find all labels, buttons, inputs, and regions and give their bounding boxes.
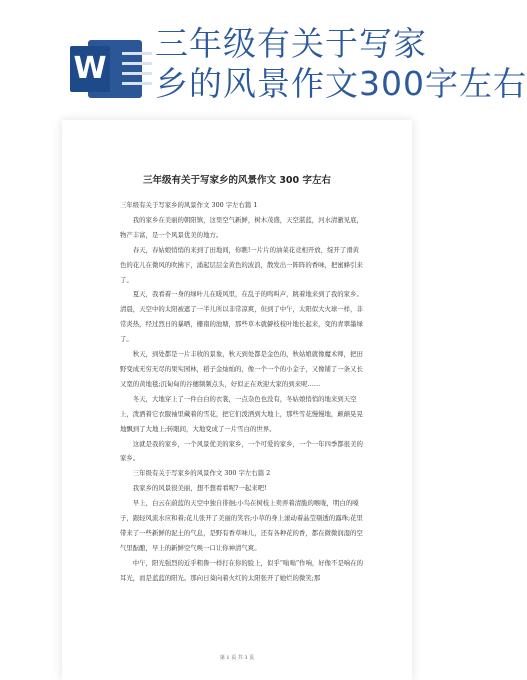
paragraph: 我的家乡在美丽的朝阳镇，这里空气新鲜，树木茂盛，天空湛蓝，河水清澈见底，物产丰富，是一个风景优美的地方。 <box>120 215 363 239</box>
section-heading: 三年级有关于写家乡的风景作文 300 字左右篇 1 <box>120 201 258 209</box>
word-icon-line <box>122 52 152 55</box>
page-number: 第 1 页 共 3 页 <box>219 655 255 661</box>
banner-title <box>155 24 527 104</box>
paragraph: 我家乡的风景很美丽，想不想看看呢?一起来吧! <box>132 484 267 493</box>
word-icon-line <box>122 72 152 75</box>
word-document-icon <box>70 38 142 100</box>
banner-title-line-2: 乡的风景作文300字左右 <box>155 64 527 103</box>
paragraph: 秋天，到处都是一片丰收的景象，秋天到处都是金色的，秋姑娘就像魔术师，把田野变成无穷无尽的果实园林，稻子金灿灿的，像一个一个的小金子，又像铺了一条又长又宽的黄地毯;沉甸甸的谷穗频频点头，好似正在欢迎大家的到来呢…… <box>120 350 363 388</box>
banner <box>0 0 527 118</box>
word-icon-letter: W <box>70 46 110 92</box>
document-title: 三年级有关于写家乡的风景作文 300 字左右 <box>143 175 331 186</box>
paragraph: 春天，春姑娘悄悄的来到了田地间，你瞧!一片片的油菜花竞相开放，绽开了滑黄色的花儿在微风的吹拂下，涌起层层金黄色的波浪，散发出一阵阵的香味，把蜜蜂引来了。 <box>120 245 363 284</box>
document-page <box>62 120 412 680</box>
paragraph: 夏天，我看着一身的绿叶儿在暖风里，在乱子的鸣叫声，跳着地来到了我的家乡。清晨，天空中的太阳被遮了一半儿所以非常凉爽，但到了中午，太阳似大火球一样，非常炎热，经过烈日的暴晒，栅南的池塘，那些草木就僻枝枝叶地长起来，变的青翠墨绿了。 <box>120 290 363 344</box>
word-icon-line <box>122 62 152 65</box>
section-heading: 三年级有关于写家乡的风景作文 300 字左右篇 2 <box>132 469 271 478</box>
paragraph: 冬天，大地穿上了一件白白的衣裳，一点杂色也没有，冬姑娘悄悄的地来到天空上，泼洒着它衣服袖里藏着的雪花，把它们泼洒到大地上，那些雪花慢慢地，颠颠晃晃地飘到了大地上;转眼间，大地变成了一片雪白的世界。 <box>120 394 363 433</box>
document-body <box>120 198 364 586</box>
banner-title-line-1: 三年级有关于写家 <box>155 24 427 63</box>
paragraph: 中午，阳光强烈的近乎粗鲁一样打在你的脸上，似乎“嗡嗡”作响，好像不是响在的耳光，而是蓝蓝的阳光。那向日葵向着火红的太阳张开了她烂的微笑;那 <box>120 558 364 582</box>
paragraph: 这就是我的家乡，一个风景优美的家乡，一个可爱的家乡，一个一年四季都很美的家乡。 <box>120 439 363 463</box>
word-icon-line <box>122 82 152 85</box>
paragraph: 早上，白云在蔚蓝的天空中独自徘徊;小鸟在树枝上卖弄着清脆的喉咙，明白的嗓子，跟轻风流水应和着;花儿张开了美丽的笑容;小草的身上滚动着晶莹剔透的露珠;花里带来了一些新鲜的泥土的气息，是野有香草味儿，还有各种花的香，都在微微润湿的空气里酝酿，早上的新鲜空气唤一口让你神清气爽。 <box>120 499 363 552</box>
